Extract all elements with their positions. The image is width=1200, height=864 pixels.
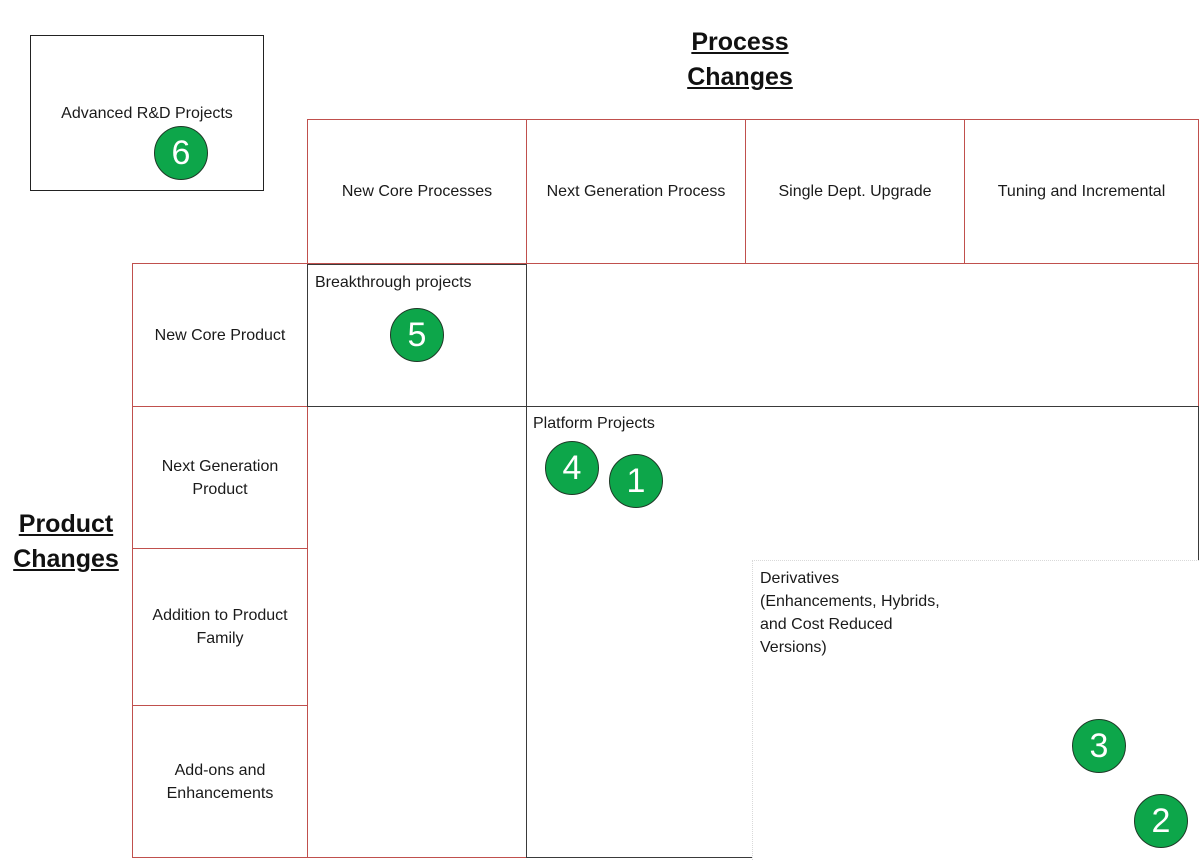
product-header-next-generation: Next Generation Product	[132, 406, 308, 549]
project-badge-5: 5	[390, 308, 444, 362]
process-header-new-core: New Core Processes	[307, 119, 527, 264]
matrix-top-right-region	[526, 263, 1199, 407]
derivatives-label-line-2: (Enhancements, Hybrids,	[760, 593, 940, 610]
breakthrough-label: Breakthrough projects	[315, 274, 472, 291]
process-title-line-2: Changes	[687, 63, 793, 91]
derivatives-label-line-3: and Cost Reduced	[760, 616, 893, 633]
advanced-rd-label: Advanced R&D Projects	[61, 105, 233, 122]
product-header-new-core: New Core Product	[132, 263, 308, 407]
process-header-tuning: Tuning and Incremental	[964, 119, 1199, 264]
platform-label: Platform Projects	[533, 415, 655, 432]
product-changes-title	[2, 507, 130, 577]
process-header-single-dept: Single Dept. Upgrade	[745, 119, 965, 264]
derivatives-label-line-1: Derivatives	[760, 570, 840, 587]
product-header-addition: Addition to Product Family	[132, 548, 308, 706]
matrix-left-column-region	[307, 406, 527, 858]
project-badge-1: 1	[609, 454, 663, 508]
project-badge-2: 2	[1134, 794, 1188, 848]
process-changes-title	[640, 25, 840, 95]
derivatives-label	[760, 567, 940, 659]
product-title-line-2: Changes	[13, 545, 119, 573]
process-title-line-1: Process	[691, 28, 789, 56]
product-header-addons: Add-ons and Enhancements	[132, 705, 308, 858]
project-badge-4: 4	[545, 441, 599, 495]
project-badge-3: 3	[1072, 719, 1126, 773]
product-title-line-1: Product	[18, 510, 114, 538]
advanced-rd-box	[30, 35, 264, 191]
process-header-next-generation: Next Generation Process	[526, 119, 746, 264]
project-badge-6: 6	[154, 126, 208, 180]
derivatives-label-line-4: Versions)	[760, 639, 827, 656]
